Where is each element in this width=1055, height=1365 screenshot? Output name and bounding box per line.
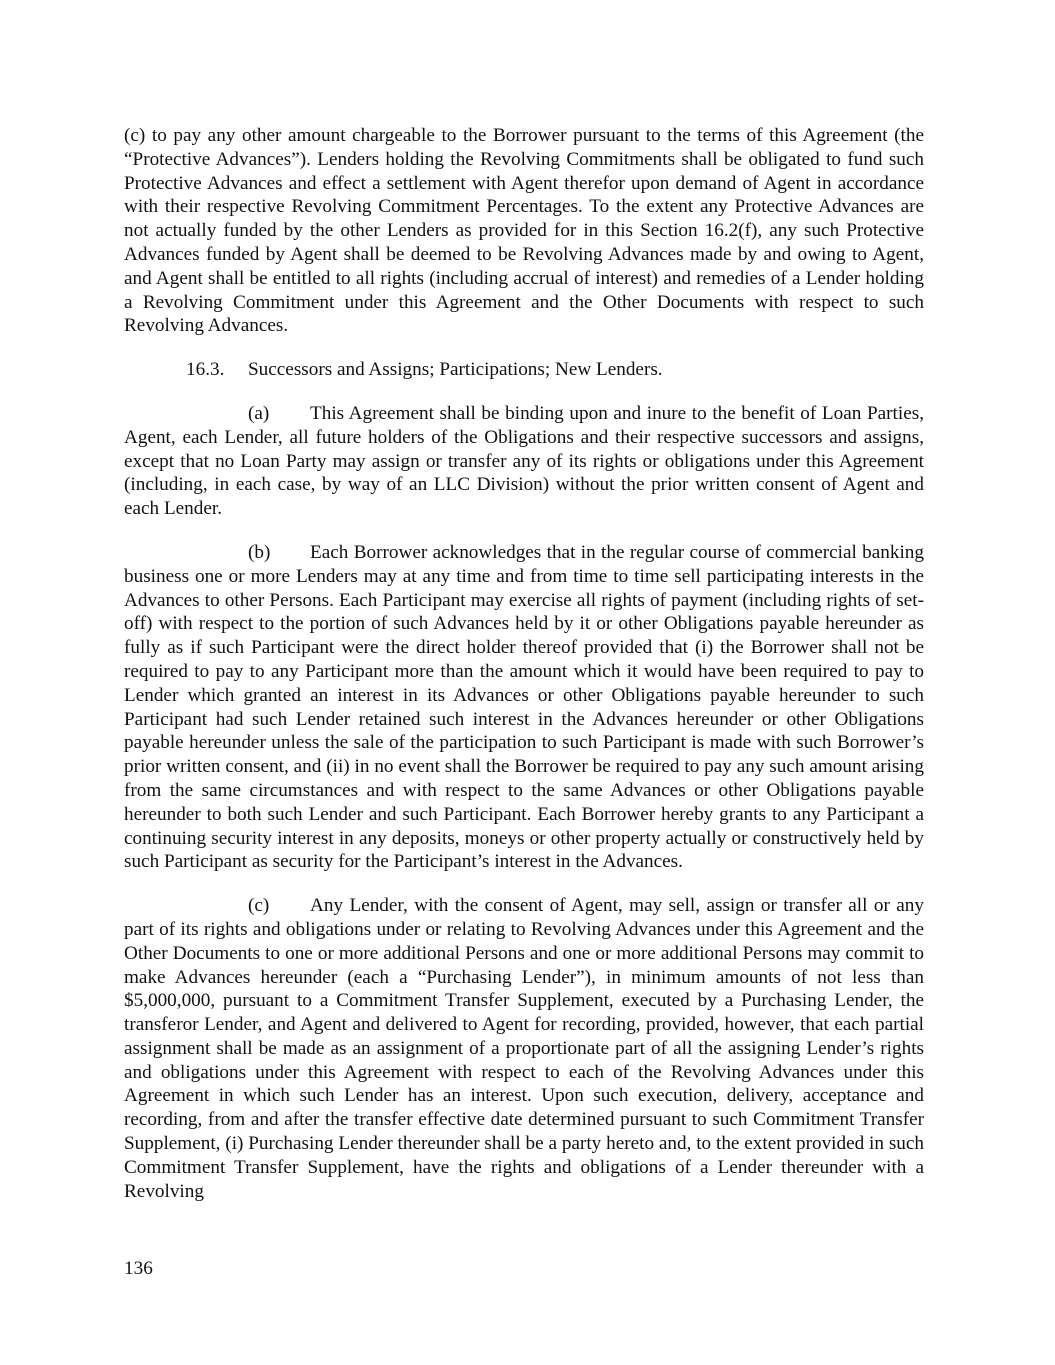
paragraph-gap — [124, 338, 924, 358]
subsection-label: (c) — [248, 895, 270, 917]
subsection-text: Any Lender, with the consent of Agent, may sell, assign or transfer all or any part of its rights and obligations under or relating to Revolving Advances under this Agreement and the Other Documents to one or more additional Persons and one or more additional Persons may commit to make Advances hereunder (each a “Purchasing Lender”), in minimum amounts of not less than $5,000,000, pursuant to a Commitment Transfer Supplement, executed by a Purchasing Lender, the transferor Lender, and Agent and delivered to Agent for recording, provided, however, that each partial assignment shall be made as an assignment of a proportionate part of all the assigning Lender’s rights and obligations under this Agreement with respect to each of the Revolving Advances under this Agreement in which such Lender has an interest. Upon such execution, delivery, acceptance and recording, from and after the transfer effective date determined pursuant to such Commitment Transfer Supplement, (i) Purchasing Lender thereunder shall be a party hereto and, to the extent provided in such Commitment Transfer Supplement, have the rights and obligations of a Lender thereunder with a Revolving — [124, 895, 924, 1202]
page-number: 136 — [124, 1258, 153, 1279]
section-heading — [124, 358, 924, 382]
subsection-b — [124, 541, 924, 874]
document-page — [124, 124, 924, 1203]
section-number: 16.3. — [186, 359, 225, 381]
section-title: Successors and Assigns; Participations; New Lenders. — [248, 359, 663, 381]
subsection-text: Each Borrower acknowledges that in the regular course of commercial banking business one or more Lenders may at any time and from time to time sell participating interests in the Advances to other Persons. Each Participant may exercise all rights of payment (including rights of set-off) with respect to the portion of such Advances held by it or other Obligations payable hereunder as fully as if such Participant were the direct holder thereof provided that (i) the Borrower shall not be required to pay to any Participant more than the amount which it would have been required to pay to Lender which granted an interest in its Advances or other Obligations payable hereunder to such Participant had such Lender retained such interest in the Advances hereunder or other Obligations payable hereunder unless the sale of the participation to such Participant is made with such Borrower’s prior written consent, and (ii) in no event shall the Borrower be required to pay any such amount arising from the same circumstances and with respect to the same Advances or other Obligations payable hereunder to both such Lender and such Participant. Each Borrower hereby grants to any Participant a continuing security interest in any deposits, moneys or other property actually or constructively held by such Participant as security for the Participant’s interest in the Advances. — [124, 541, 924, 873]
subsection-label: (a) — [248, 402, 270, 424]
subsection-a — [124, 402, 924, 521]
subsection-c — [124, 894, 924, 1203]
paragraph-gap — [124, 521, 924, 541]
paragraph-gap — [124, 874, 924, 894]
subsection-label: (b) — [248, 541, 271, 563]
subsection-text: This Agreement shall be binding upon and inure to the benefit of Loan Parties, Agent, each Lender, all future holders of the Obligations and their respective successors and assigns, except that no Loan Party may assign or transfer any of its rights or obligations under this Agreement (including, in each case, by way of an LLC Division) without the prior written consent of Agent and each Lender. — [124, 402, 924, 520]
paragraph-gap — [124, 382, 924, 402]
continuation-paragraph: (c) to pay any other amount chargeable to the Borrower pursuant to the terms of this Agreement (the “Protective Advances”). Lenders holding the Revolving Commitments shall be obligated to fund such Protective Advances and effect a settlement with Agent therefor upon demand of Agent in accordance with their respective Revolving Commitment Percentages. To the extent any Protective Advances are not actually funded by the other Lenders as provided for in this Section 16.2(f), any such Protective Advances funded by Agent shall be deemed to be Revolving Advances made by and owing to Agent, and Agent shall be entitled to all rights (including accrual of interest) and remedies of a Lender holding a Revolving Commitment under this Agreement and the Other Documents with respect to such Revolving Advances. — [124, 125, 924, 337]
